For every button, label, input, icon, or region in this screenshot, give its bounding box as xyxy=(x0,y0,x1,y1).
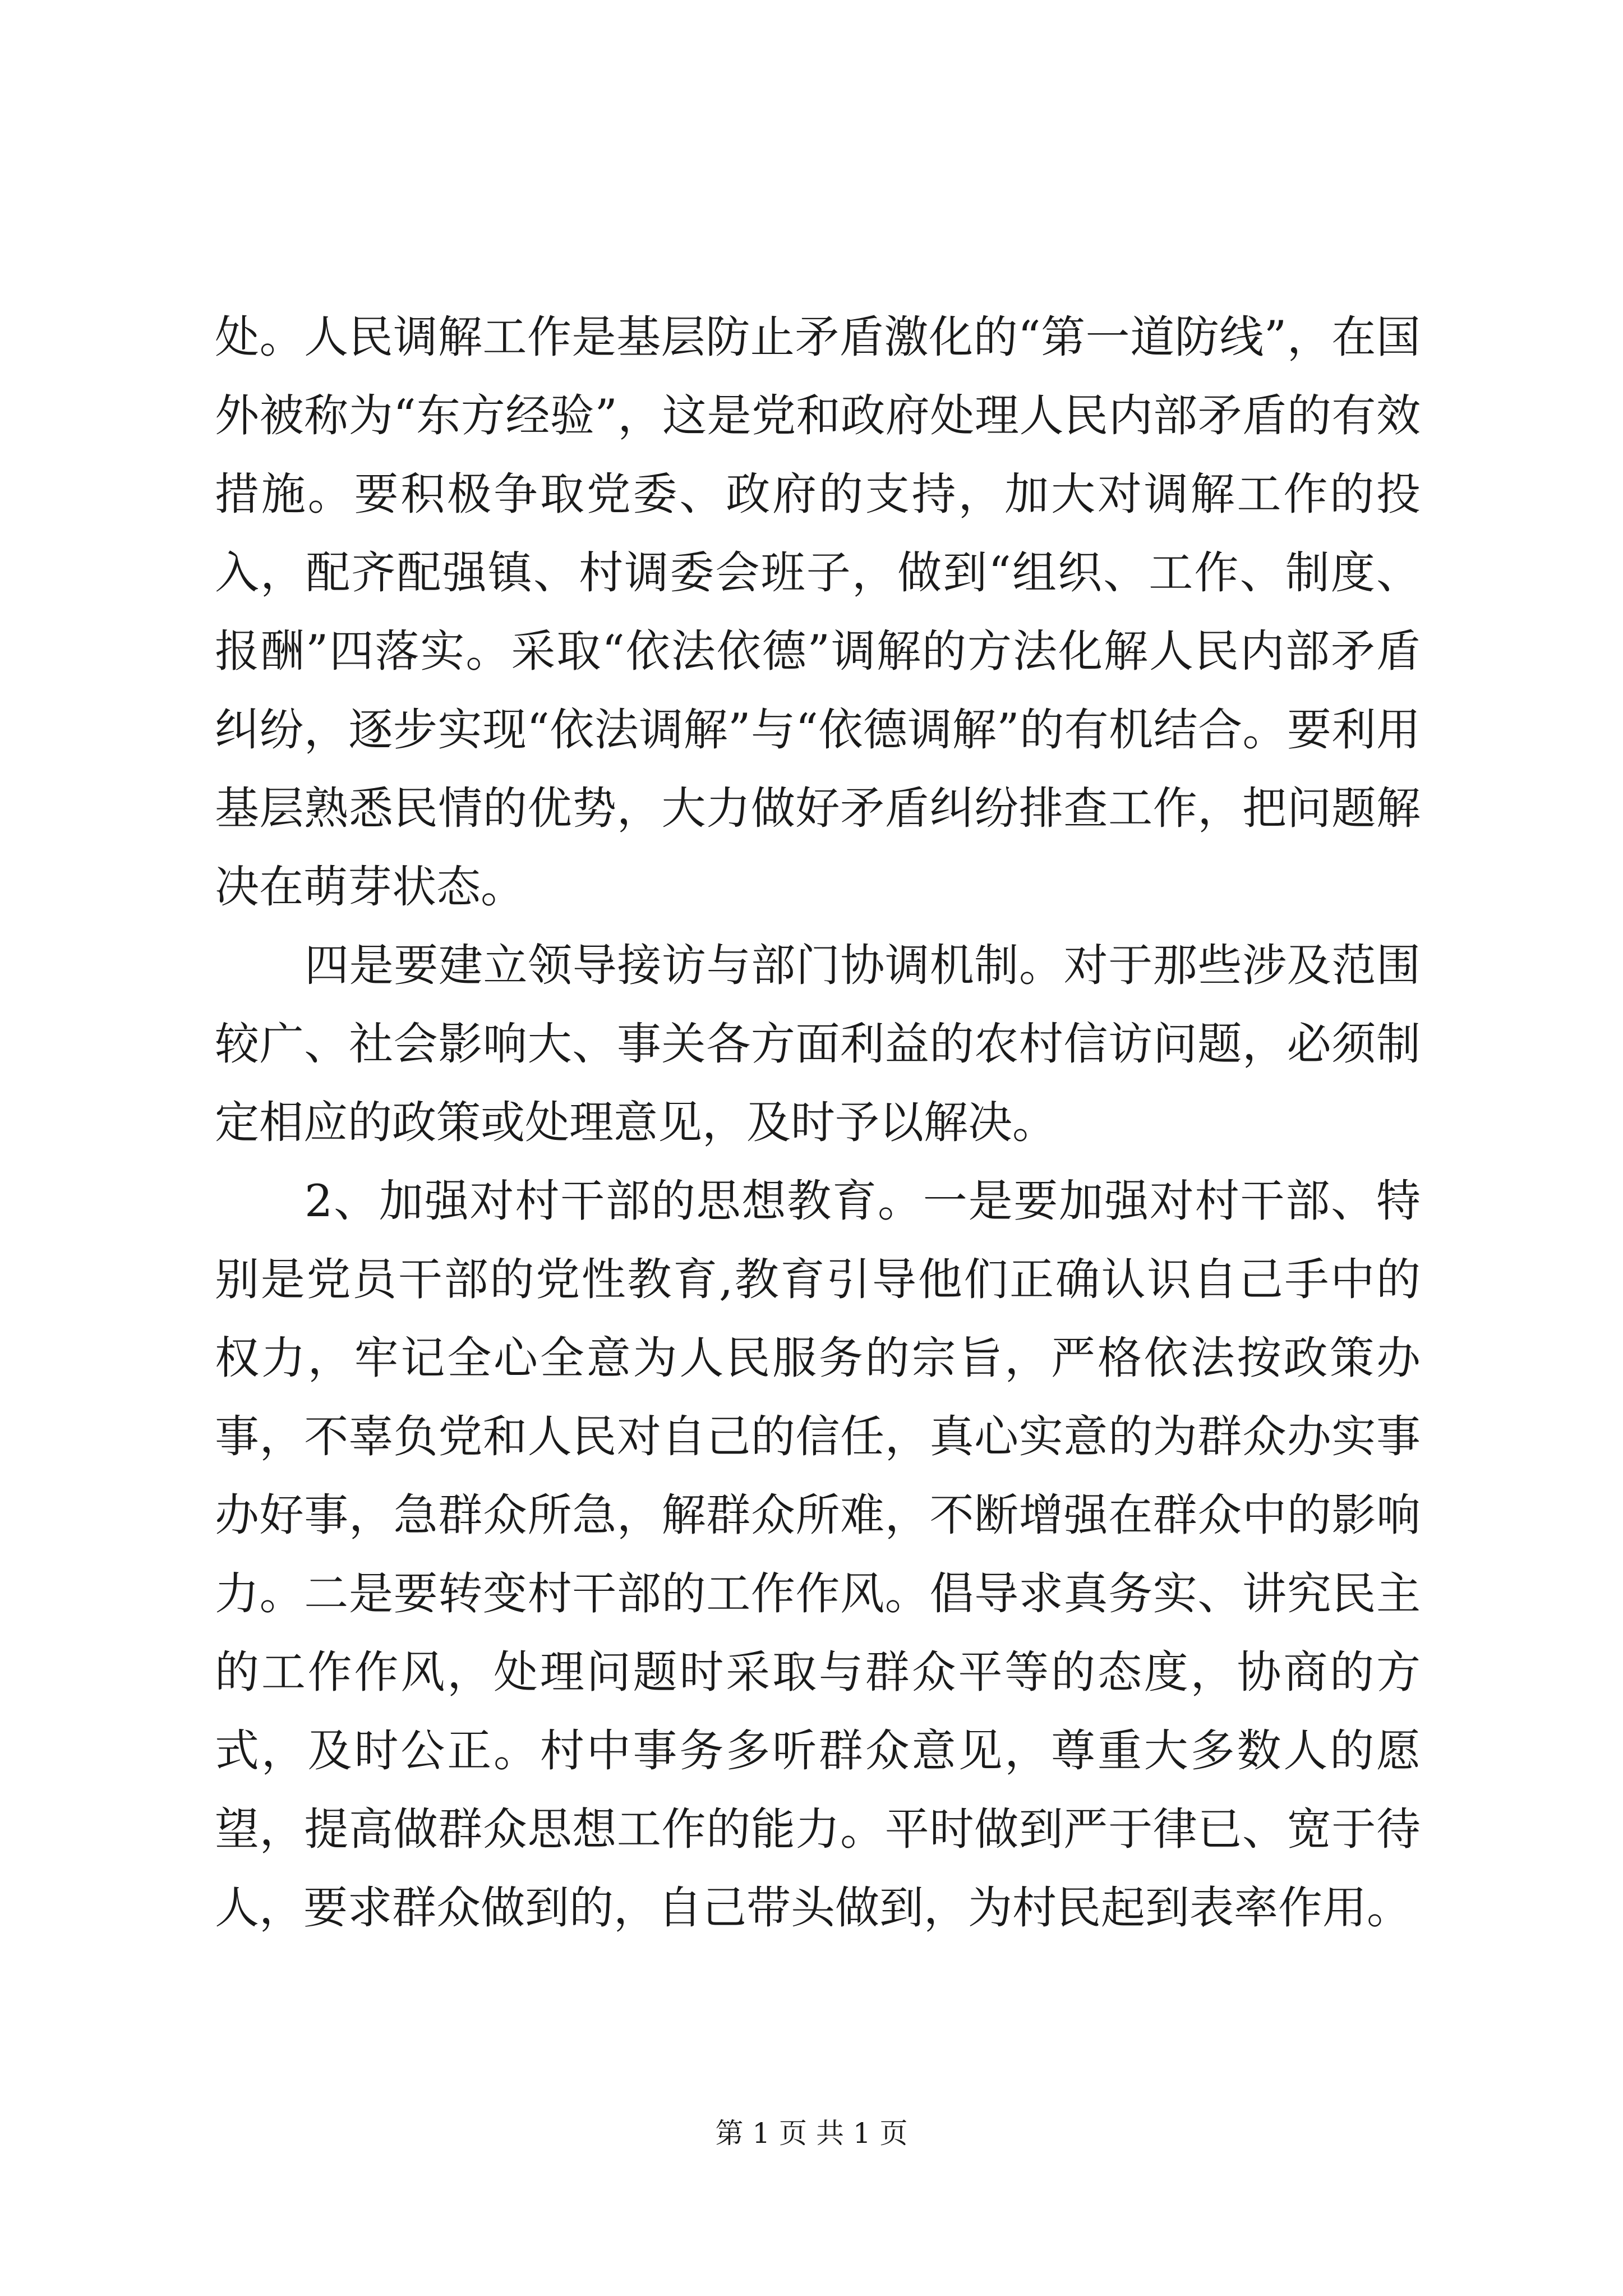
document-body xyxy=(215,298,1421,1947)
paragraph-3: 2、加强对村干部的思想教育。一是要加强对村干部、特别是党员干部的党性教育,教育引导他们正确认识自己手中的权力，牢记全心全意为人民服务的宗旨，严格依法按政策办事，不辜负党和人民对自己的信任，真心实意的为群众办实事办好事，急群众所急，解群众所难，不断增强在群众中的影响力。二是要转变村干部的工作作风。倡导求真务实、讲究民主的工作作风，处理问题时采取与群众平等的态度，协商的方式，及时公正。村中事务多听群众意见，尊重大多数人的愿望，提高做群众思想工作的能力。平时做到严于律已、宽于待人，要求群众做到的，自己带头做到，为村民起到表率作用。 xyxy=(215,1175,1421,1934)
page-footer xyxy=(0,2114,1623,2153)
paragraph-2: 四是要建立领导接访与部门协调机制。对于那些涉及范围较广、社会影响大、事关各方面利益的农村信访问题，必须制定相应的政策或处理意见，及时予以解决。 xyxy=(215,940,1421,1148)
paragraph-1: 处。人民调解工作是基层防止矛盾激化的“第一道防线”，在国外被称为“东方经验”，这是党和政府处理人民内部矛盾的有效措施。要积极争取党委、政府的支持，加大对调解工作的投入，配齐配强镇、村调委会班子，做到“组织、工作、制度、报酬”四落实。采取“依法依德”调解的方法化解人民内部矛盾纠纷，逐步实现“依法调解”与“依德调解”的有机结合。要利用基层熟悉民情的优势，大力做好矛盾纠纷排查工作，把问题解决在萌芽状态。 xyxy=(215,311,1421,913)
page-number-label: 第 1 页 共 1 页 xyxy=(715,2117,908,2150)
